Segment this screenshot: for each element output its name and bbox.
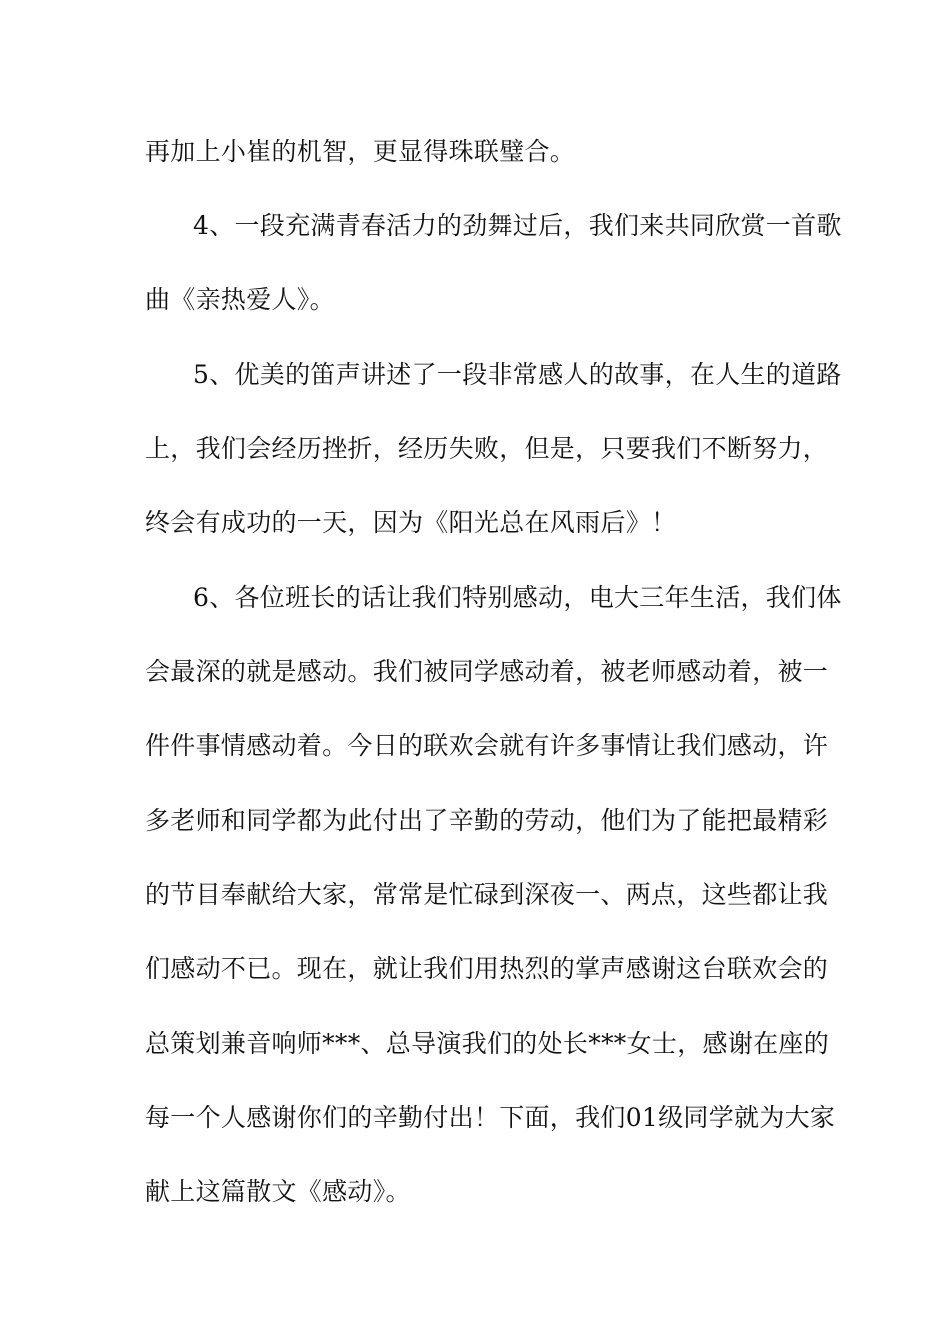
- paragraph-line: 献上这篇散文《感动》。: [145, 1177, 411, 1206]
- paragraph-line: 终会有成功的一天，因为《阳光总在风雨后》！: [145, 508, 677, 537]
- paragraph-line: 6、各位班长的话让我们特别感动，电大三年生活，我们体: [193, 583, 842, 612]
- paragraph-line: 总策划兼音响师***、总导演我们的处长***女士，感谢在座的: [145, 1029, 830, 1058]
- paragraph-line: 4、一段充满青春活力的劲舞过后，我们来共同欣赏一首歌: [193, 211, 842, 240]
- paragraph-line: 上，我们会经历挫折，经历失败，但是，只要我们不断努力，: [145, 434, 829, 463]
- paragraph-line: 们感动不已。现在，就让我们用热烈的掌声感谢这台联欢会的: [145, 954, 829, 983]
- paragraph-line: 的节目奉献给大家，常常是忙碌到深夜一、两点，这些都让我: [145, 880, 829, 909]
- paragraph-line: 件件事情感动着。今日的联欢会就有许多事情让我们感动，许: [145, 731, 829, 760]
- paragraph-line: 5、优美的笛声讲述了一段非常感人的故事，在人生的道路: [193, 360, 842, 389]
- paragraph-line: 会最深的就是感动。我们被同学感动着，被老师感动着，被一: [145, 657, 829, 686]
- paragraph-line: 多老师和同学都为此付出了辛勤的劳动，他们为了能把最精彩: [145, 806, 829, 835]
- paragraph-line: 再加上小崔的机智，更显得珠联璧合。: [145, 137, 576, 166]
- paragraph-line: 每一个人感谢你们的辛勤付出！下面，我们01级同学就为大家: [145, 1103, 836, 1132]
- paragraph-line: 曲《亲热爱人》。: [145, 285, 335, 314]
